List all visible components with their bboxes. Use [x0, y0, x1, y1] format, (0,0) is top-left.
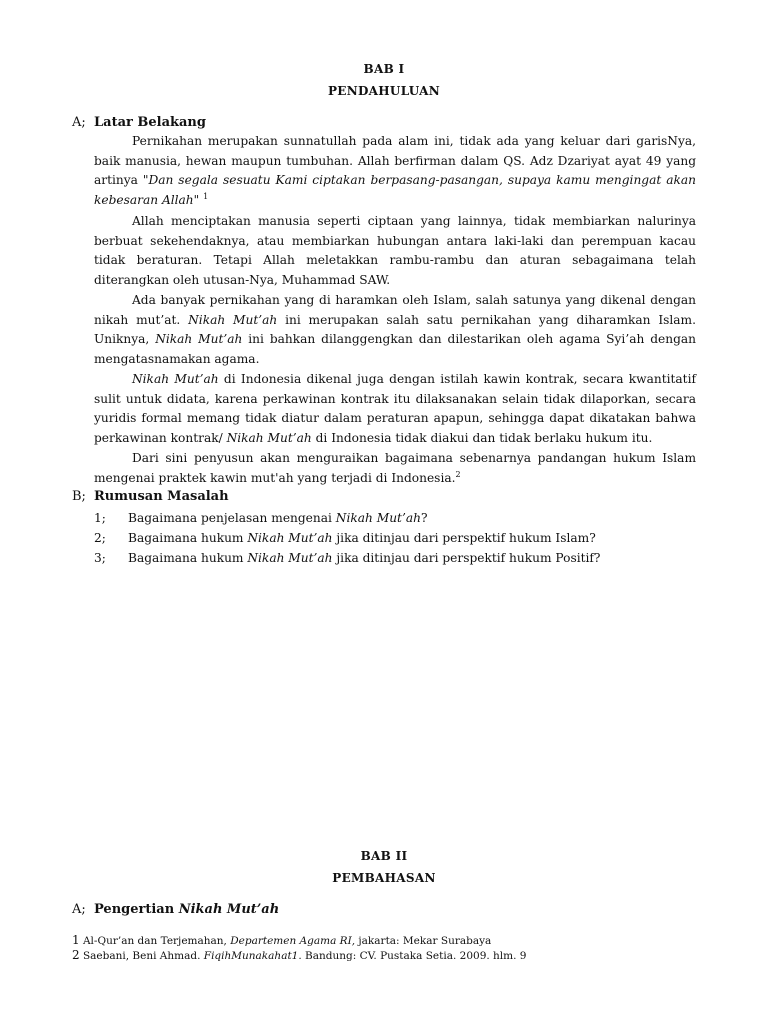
- quran-quote: "Dan segala sesuatu Kami ciptakan berpasang-pasangan, supaya kamu mengingat akan kebesaran Allah": [94, 173, 696, 207]
- footnote-1: 1 Al-Qur’an dan Terjemahan, Departemen Agama RI, jakarta: Mekar Surabaya: [72, 933, 492, 947]
- list-item: [94, 508, 696, 528]
- paragraph-text: Ada banyak pernikahan yang di haramkan oleh Islam, salah satunya yang dikenal dengan nikah mut’at.: [94, 293, 696, 327]
- paragraph-3: [94, 291, 696, 369]
- section-title: Pengertian Nikah Mut’ah: [94, 902, 280, 917]
- chapter-label: BAB I: [363, 62, 405, 76]
- list-number: 3;: [94, 551, 106, 565]
- paragraph-2: Allah menciptakan manusia seperti ciptaan yang lainnya, tidak membiarkan nalurinya berbuat sekehendaknya, atau membiarkan hubungan antara laki-laki dan perempuan kacau tidak beraturan. Tetapi Allah meletakkan rambu-rambu dan aturan sebagaimana telah diterangkan oleh utusan-Nya, Muhammad SAW.: [94, 214, 696, 287]
- list-text: Bagaimana hukum Nikah Mut’ah jika ditinjau dari perspektif hukum Positif?: [128, 551, 601, 565]
- footnote-ref-2[interactable]: 2: [455, 469, 461, 479]
- paragraph-text: ini bahkan dilanggengkan dan dilestarikan oleh agama Syi’ah dengan mengatasnamakan agama.: [94, 332, 696, 366]
- paragraph-1: [94, 132, 696, 210]
- list-number: 2;: [94, 531, 106, 545]
- italic-term: Nikah Mut’ah: [188, 312, 278, 327]
- list-number: 1;: [94, 511, 106, 525]
- paragraph-5: [94, 449, 696, 488]
- list-item: [94, 528, 696, 548]
- chapter-label-2: BAB II: [360, 849, 408, 863]
- footnote-ref-1[interactable]: 1: [203, 191, 209, 201]
- paragraph-text: ini merupakan salah satu pernikahan yang diharamkan Islam. Uniknya,: [94, 312, 696, 346]
- list-text: Bagaimana penjelasan mengenai Nikah Mut’ah?: [128, 511, 428, 525]
- footnote-2: 2 Saebani, Beni Ahmad. FiqihMunakahat1. Bandung: CV. Pustaka Setia. 2009. hlm. 9: [72, 948, 527, 962]
- paragraph-text: Dari sini penyusun akan menguraikan bagaimana sebenarnya pandangan hukum Islam mengenai praktek kawin mut'ah yang terjadi di Indonesia.: [94, 451, 696, 485]
- paragraph-text: di Indonesia dikenal juga dengan istilah kawin kontrak, secara kwantitatif sulit untuk didata, karena perkawinan kontrak itu dilaksanakan selain tidak dilaporkan, secara yuridis formal memang tidak diatur dalam peraturan apapun, sehingga dapat dikatakan bahwa perkawinan kontrak/: [94, 372, 696, 445]
- section-letter: A;: [72, 902, 86, 917]
- section-title: Latar Belakang: [94, 115, 206, 130]
- footnote-number: 2: [72, 948, 80, 962]
- italic-term: Nikah Mut’ah: [226, 430, 312, 445]
- section-heading-rumusan-masalah: [72, 489, 229, 504]
- italic-term: Nikah Mut’ah: [155, 332, 243, 346]
- section-title: Rumusan Masalah: [94, 489, 229, 504]
- footnote-number: 1: [72, 933, 80, 947]
- chapter-title: PENDAHULUAN: [327, 84, 441, 98]
- section-letter: B;: [72, 489, 86, 504]
- section-heading-latar-belakang: [72, 115, 206, 130]
- chapter-title-2: PEMBAHASAN: [332, 871, 436, 885]
- section-heading-pengertian: [72, 902, 279, 917]
- list-item: [94, 548, 696, 568]
- paragraph-4: [94, 370, 696, 448]
- section-letter: A;: [72, 115, 86, 130]
- list-text: Bagaimana hukum Nikah Mut’ah jika ditinjau dari perspektif hukum Islam?: [128, 531, 596, 545]
- italic-term: Nikah Mut’ah: [132, 372, 219, 386]
- question-list: [94, 508, 696, 568]
- paragraph-text: di Indonesia tidak diakui dan tidak berlaku hukum itu.: [311, 430, 653, 445]
- paragraph-text: Pernikahan merupakan sunnatullah pada alam ini, tidak ada yang keluar dari garisNya, baik manusia, hewan maupun tumbuhan. Allah berfirman dalam QS. Adz Dzariyat ayat 49 yang artinya: [94, 134, 696, 187]
